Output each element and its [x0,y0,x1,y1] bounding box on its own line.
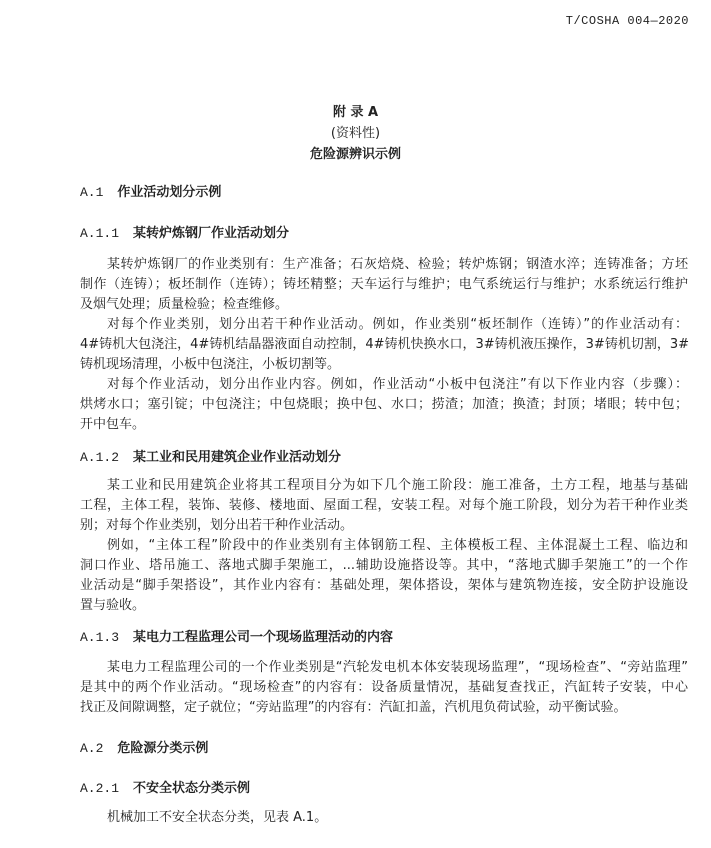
text-line: 烘烤水口；塞引锭；中包浇注；中包烧眼；换中包、水口；捞渣；加渣；换渣；封顶；堵眼；转中包； [80,397,688,412]
section-number: A.2 [80,741,104,756]
section-heading-a12 [80,446,341,465]
text-line: 开中包车。 [80,417,146,432]
section-number: A.1 [80,185,104,200]
section-number: A.1.2 [80,450,120,465]
text-line: 某转炉炼钢厂的作业类别有：生产准备；石灰焙烧、检验；转炉炼钢；钢渣水淬；连铸准备；方坯 [107,257,688,272]
section-heading-a11 [80,222,289,241]
text-line: 业活动是“脚手架搭设”，其作业内容有：基础处理，架体搭设，架体与建筑物连接，安全防护设施设 [80,578,688,593]
section-number: A.1.1 [80,226,120,241]
appendix-nature: (资料性) [330,126,381,141]
text-line: 4#铸机大包浇注，4#铸机结晶器液面自动控制，4#铸机快换水口，3#铸机液压操作，3#铸机切割，3# [80,337,689,352]
section-number: A.1.3 [80,630,120,645]
appendix-title: 危险源辨识示例 [309,147,401,162]
section-title: 某转炉炼钢厂作业活动划分 [133,226,290,241]
document-code: T/COSHA 004—2020 [565,14,689,28]
text-line: 铸机现场清理，小板中包浇注，小板切割等。 [80,357,341,372]
section-heading-a21 [80,777,250,796]
text-line: 机械加工不安全状态分类，见表 A.1。 [107,810,328,825]
section-title: 作业活动划分示例 [117,185,222,200]
text-line: 洞口作业、塔吊施工、落地式脚手架施工，...辅助设施搭设等。其中，“落地式脚手架施工”的一个作 [80,558,688,573]
text-line: 是其中的两个作业活动。“现场检查”的内容有：设备质量情况，基础复查找正，汽缸转子安装，中心 [80,680,688,695]
section-heading-a2 [80,737,208,756]
text-line: 工程，主体工程，装饰、装修、楼地面、屋面工程，安装工程。对每个施工阶段，划分为若干种作业类 [80,498,688,513]
section-title: 某电力工程监理公司一个现场监理活动的内容 [133,630,394,645]
section-heading-a1 [80,181,221,200]
text-line: 例如，“主体工程”阶段中的作业类别有主体钢筋工程、主体模板工程、主体混凝土工程、临边和 [107,538,688,553]
text-line: 对每个作业活动，划分出作业内容。例如，作业活动“小板中包浇注”有以下作业内容（步骤）： [107,377,688,392]
text-line: 找正及间隙调整，定子就位；“旁站监理”的内容有：汽缸扣盖，汽机甩负荷试验，动平衡试验。 [80,700,627,715]
section-title: 不安全状态分类示例 [133,781,251,796]
text-line: 置与验收。 [80,598,146,613]
text-line: 别；对每个作业类别，划分出若干种作业活动。 [80,518,354,533]
section-number: A.2.1 [80,781,120,796]
text-line: 及烟气处理；质量检验；检查维修。 [80,297,289,312]
text-line: 某工业和民用建筑企业将其工程项目分为如下几个施工阶段：施工准备，土方工程，地基与基础 [107,478,688,493]
appendix-label: 附 录 A [332,105,379,120]
section-heading-a13 [80,626,393,645]
text-line: 某电力工程监理公司的一个作业类别是“汽轮发电机本体安装现场监理”，“现场检查”、“旁站监理” [107,660,688,675]
section-title: 某工业和民用建筑企业作业活动划分 [133,450,342,465]
text-line: 制作（连铸）；板坯制作（连铸）；铸坯精整；天车运行与维护；电气系统运行与维护；水系统运行维护 [80,277,688,292]
section-title: 危险源分类示例 [117,741,209,756]
text-line: 对每个作业类别，划分出若干种作业活动。例如，作业类别“板坯制作（连铸）”的作业活动有： [107,317,688,332]
